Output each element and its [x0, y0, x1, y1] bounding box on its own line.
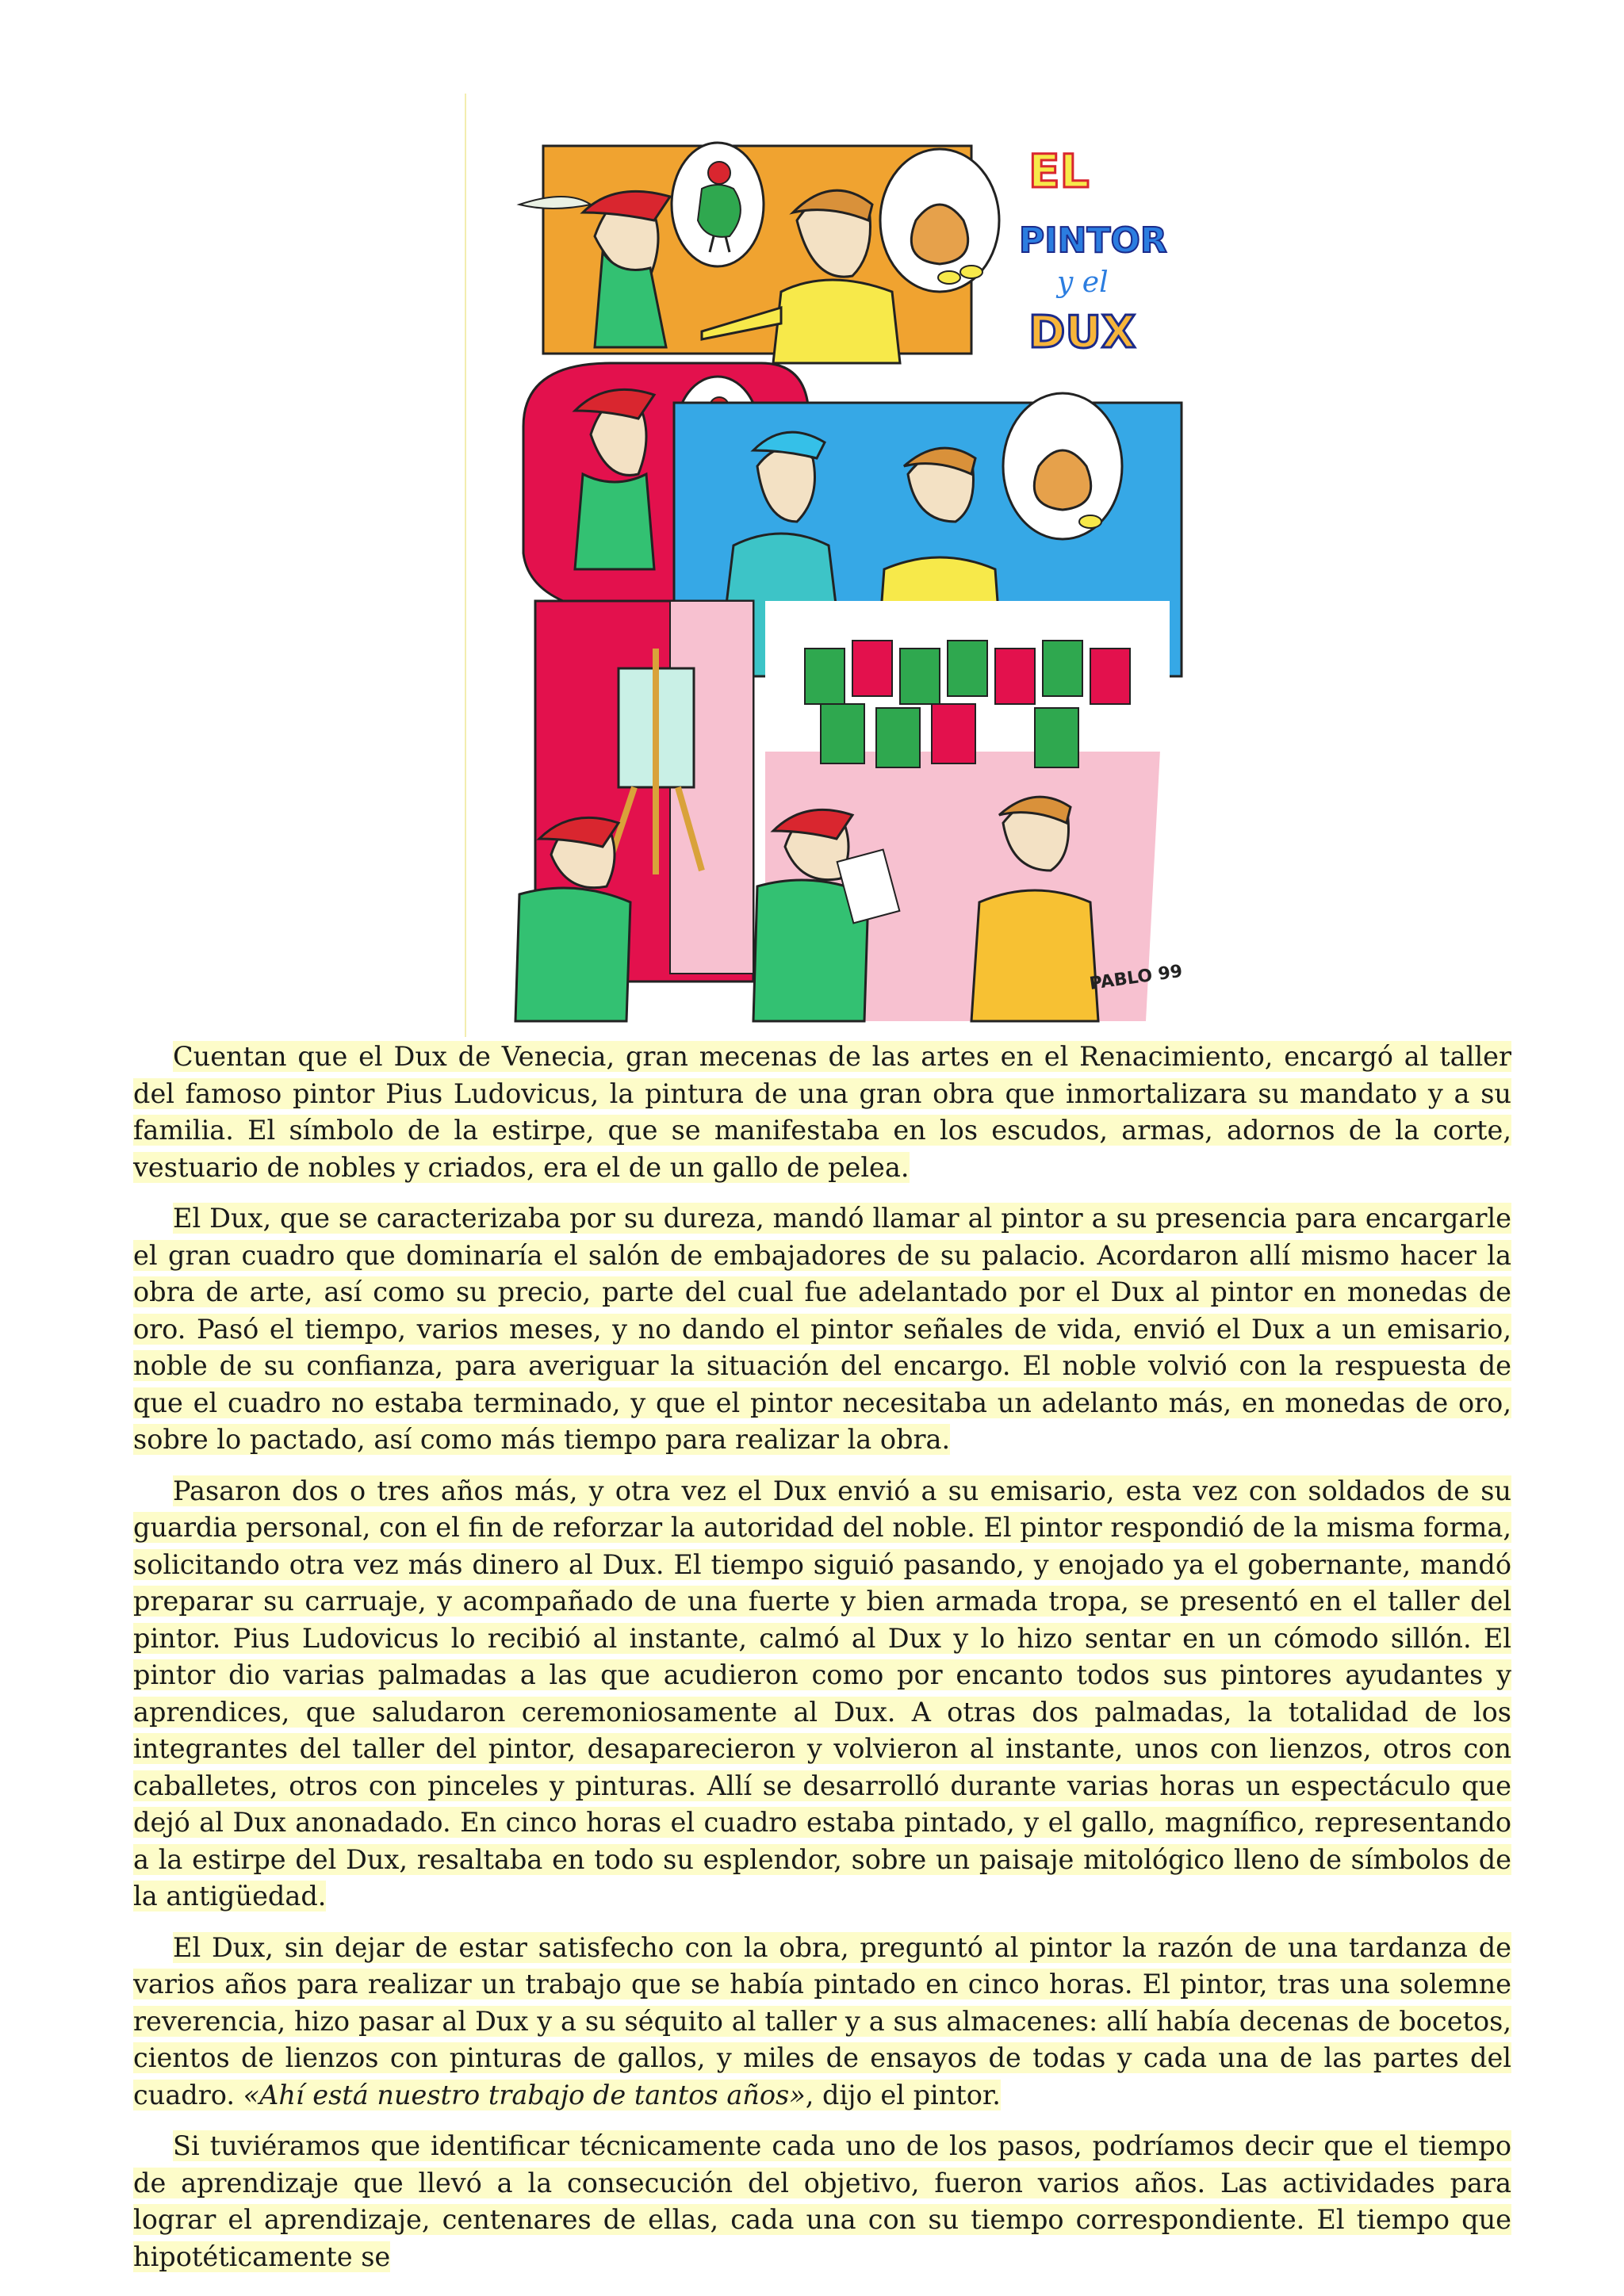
paragraph-4: [133, 1930, 1511, 2114]
comic-signature: PABLO 99: [1088, 961, 1184, 994]
svg-text:PINTOR: PINTOR: [1019, 220, 1167, 261]
paragraph-4-text: El Dux, sin dejar de estar satisfecho con la obra, preguntó al pintor la razón de una tardanza de varios años para realizar un trabajo que se había pintado en cinco horas. El pintor, tras una solemne reverencia, hizo pasar al Dux y a su séquito al taller y a sus almacenes: allí había decenas de bocetos, cientos de lienzos con pinturas de gallos, y miles de ensayos de todas y cada una de las partes del cuadro.: [133, 1931, 1511, 2110]
svg-text:EL: EL: [1028, 144, 1090, 198]
svg-text:y el: y el: [1057, 266, 1109, 299]
painter-quote: «Ahí está nuestro trabajo de tantos años»: [243, 2079, 806, 2110]
paragraph-4-end: , dijo el pintor.: [805, 2079, 1001, 2110]
paragraph-5: Si tuviéramos que identificar técnicamente cada uno de los pasos, podríamos decir que el tiempo de aprendizaje que llevó a la consecución del objetivo, fueron varios años. Las actividades para lograr el aprendizaje, centenares de ellas, cada una con su tiempo correspondiente. El tiempo que hipotéticamente se: [133, 2130, 1511, 2272]
comic-illustration: [464, 94, 1209, 1037]
dux-figure-panel3: [515, 817, 630, 1021]
paragraph-2: El Dux, que se caracterizaba por su dureza, mandó llamar al pintor a su presencia para encargarle el gran cuadro que dominaría el salón de embajadores de su palacio. Acordaron allí mismo hacer la obra de arte, así como su precio, parte del cual fue adelantado por el Dux al pintor en monedas de oro. Pasó el tiempo, varios meses, y no dando el pintor señales de vida, envió el Dux a un emisario, noble de su confianza, para averiguar la situación del encargo. El noble volvió con la respuesta de que el cuadro no estaba terminado, y que el pintor necesitaba un adelanto más, en monedas de oro, sobre lo pactado, así como más tiempo para realizar la obra.: [133, 1203, 1511, 1455]
paragraph-3: Pasaron dos o tres años más, y otra vez el Dux envió a su emisario, esta vez con soldados de su guardia personal, con el fin de reforzar la autoridad del noble. El pintor respondió de la misma forma, solicitando otra vez más dinero al Dux. El tiempo siguió pasando, y enojado ya el gobernante, mandó preparar su carruaje, y acompañado de una fuerte y bien armada tropa, se presentó en el taller del pintor. Pius Ludovicus lo recibió al instante, calmó al Dux y lo hizo sentar en un cómodo sillón. El pintor dio varias palmadas a las que acudieron como por encanto todos sus pintores ayudantes y aprendices, que saludaron ceremoniosamente al Dux. A otras dos palmadas, la totalidad de los integrantes del taller del pintor, desaparecieron y volvieron al instante, unos con lienzos, otros con caballetes, otros con pinceles y pinturas. Allí se desarrolló durante varias horas un espectáculo que dejó al Dux anonadado. En cinco horas el cuadro estaba pintado, y el gallo, magnífico, representando a la estirpe del Dux, resaltaba en todo su esplendor, sobre un paisaje mitológico lleno de símbolos de la antigüedad.: [133, 1475, 1511, 1911]
article-body: [133, 1039, 1511, 2290]
svg-text:DUX: DUX: [1028, 307, 1136, 358]
paragraph-1: Cuentan que el Dux de Venecia, gran mecenas de las artes en el Renacimiento, encargó al taller del famoso pintor Pius Ludovicus, la pintura de una gran obra que inmortalizara su mandato y a su familia. El símbolo de la estirpe, que se manifestaba en los escudos, armas, adornos de la corte, vestuario de nobles y criados, era el de un gallo de pelea.: [133, 1041, 1511, 1183]
comic-title: [1019, 144, 1167, 358]
